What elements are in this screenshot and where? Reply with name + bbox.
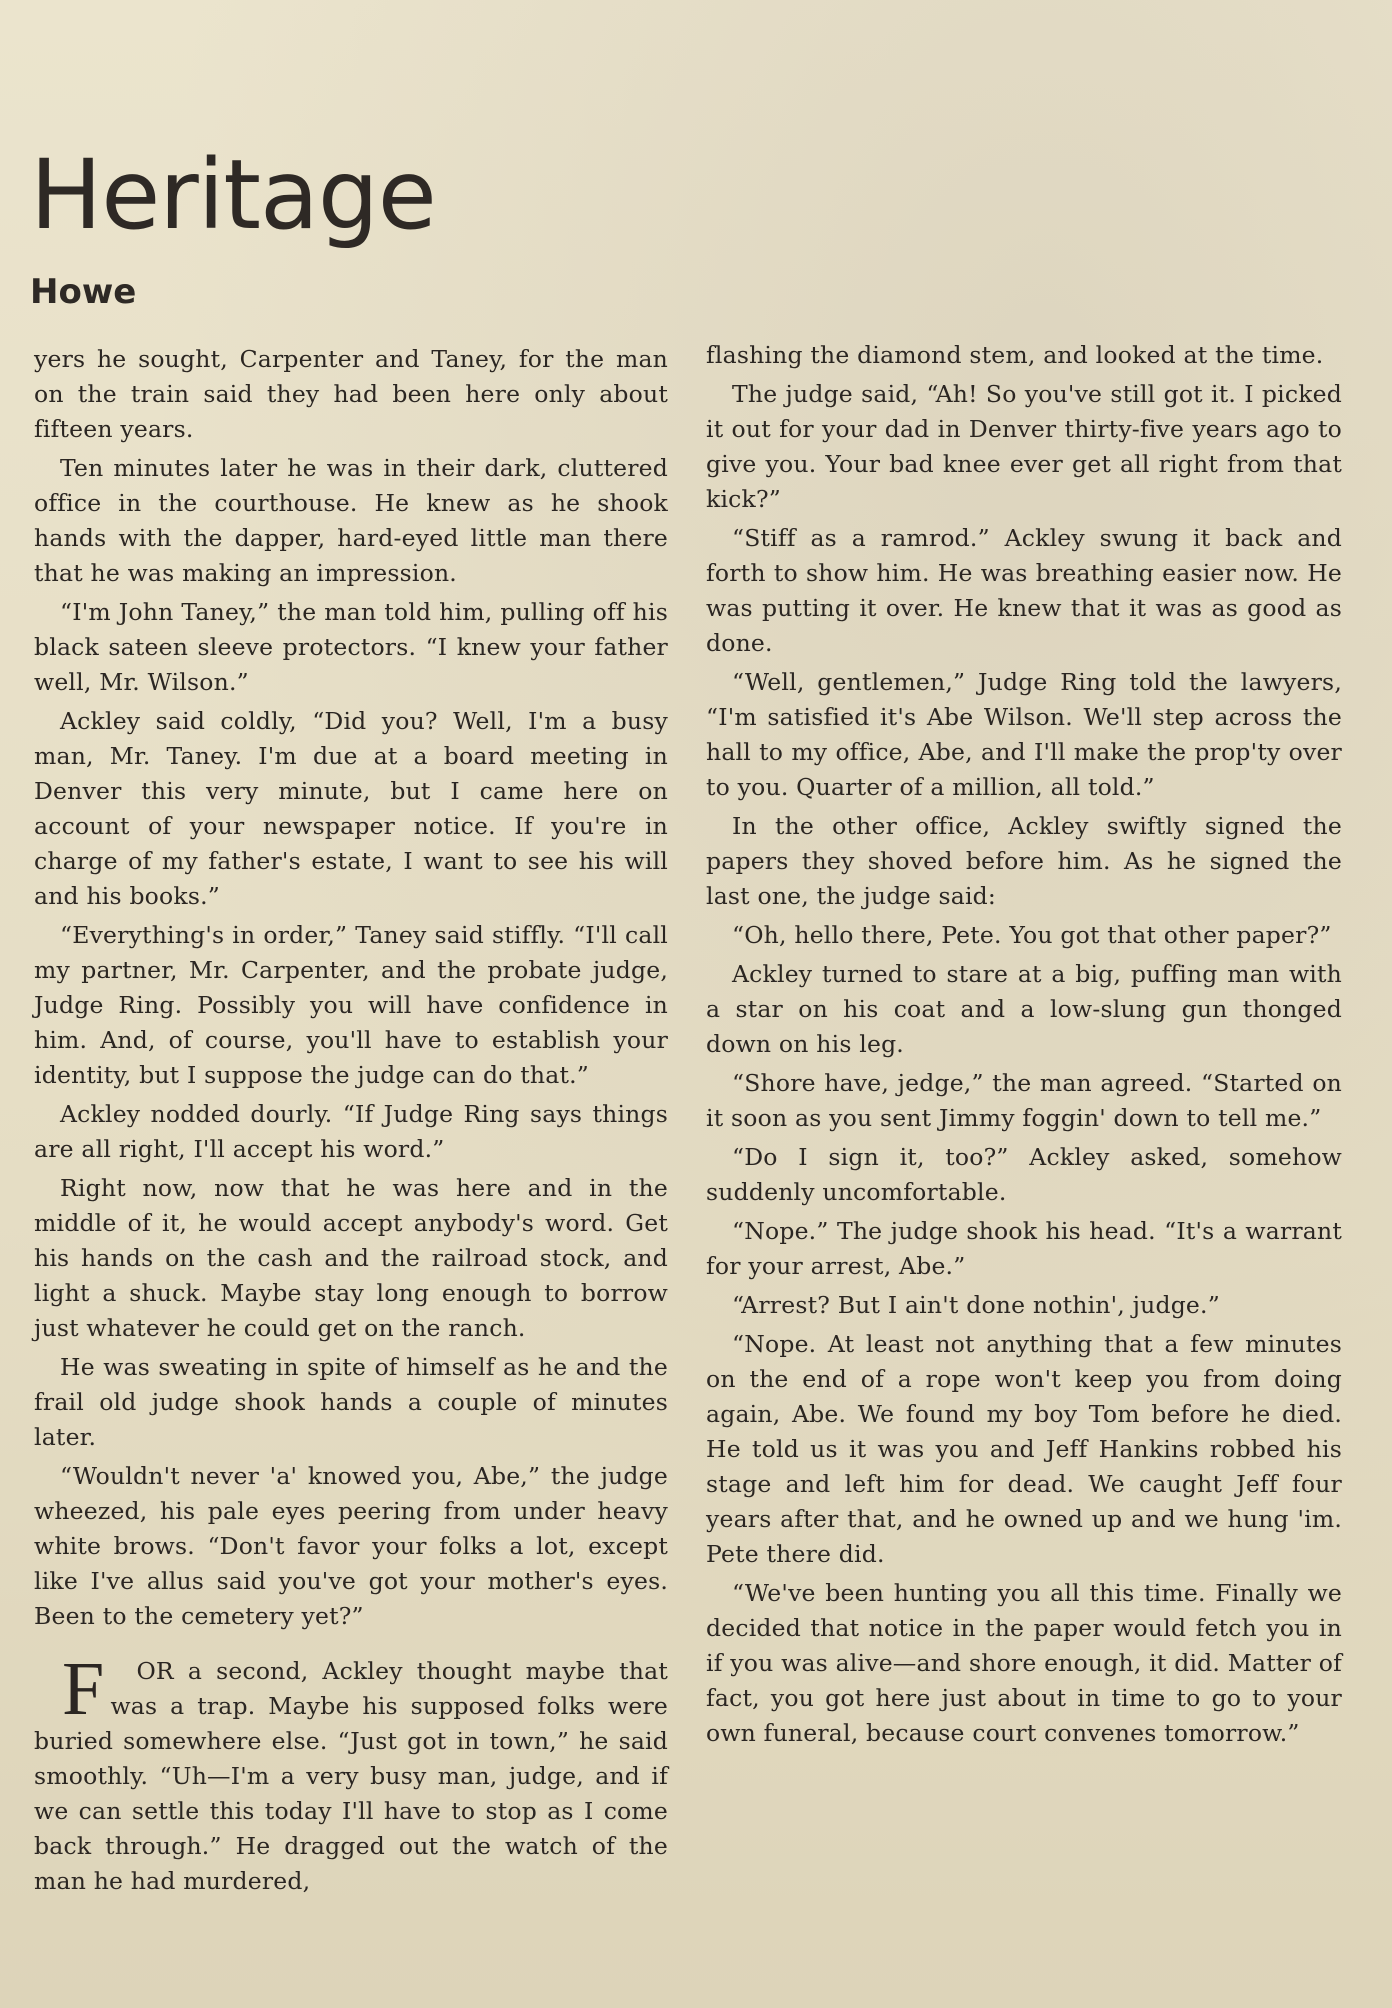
paragraph: “Wouldn't never 'a' knowed you, Abe,” the judge wheezed, his pale eyes peering from under heavy white brows. “Don't favor your folks a lot, except like I've allus said you've got your mother's eyes. Been to the cemetery yet?” [34, 1462, 668, 1630]
paragraph: “I'm John Taney,” the man told him, pulling off his black sateen sleeve protectors. “I knew your father well, Mr. Wilson.” [34, 598, 668, 696]
paragraph: “Nope. At least not anything that a few minutes on the end of a rope won't keep you from doing again, Abe. We found my boy Tom before he died. He told us it was you and Jeff Hankins robbed his stage and left him for dead. We caught Jeff four years after that, and he owned up and we hung 'im. Pete there did. [706, 1330, 1342, 1568]
paragraph: “Stiff as a ramrod.” Ackley swung it back and forth to show him. He was breathing easier now. He was putting it over. He knew that it was as good as done. [706, 524, 1342, 657]
story-author: Howe [30, 272, 137, 312]
right-column [706, 338, 1342, 1755]
paragraph: yers he sought, Carpenter and Taney, for the man on the train said they had been here only about fifteen years. [34, 345, 668, 443]
paragraph: “Arrest? But I ain't done nothin', judge.” [732, 1291, 1220, 1319]
dropcap-lead: OR [136, 1657, 174, 1685]
paragraph: Ackley said coldly, “Did you? Well, I'm a busy man, Mr. Taney. I'm due at a board meeting in Denver this very minute, but I came here on account of your newspaper notice. If you're in charge of my father's estate, I want to see his will and his books.” [34, 707, 668, 910]
paragraph: “Oh, hello there, Pete. You got that other paper?” [732, 921, 1332, 949]
paragraph: flashing the diamond stem, and looked at the time. [706, 341, 1324, 369]
bleed-through-lettering [688, 27, 1362, 354]
paragraph: Ackley nodded dourly. “If Judge Ring says things are all right, I'll accept his word.” [34, 1100, 668, 1163]
paragraph: “Shore have, jedge,” the man agreed. “Started on it soon as you sent Jimmy foggin' down to tell me.” [706, 1069, 1342, 1132]
dropcap-paragraph [34, 1647, 668, 1899]
paragraph: “Do I sign it, too?” Ackley asked, somehow suddenly uncomfortable. [706, 1143, 1342, 1206]
paragraph: Ackley turned to stare at a big, puffing man with a star on his coat and a low-slung gun thonged down on his leg. [706, 960, 1342, 1058]
paragraph: Right now, now that he was here and in the middle of it, he would accept anybody's word. Get his hands on the cash and the railroad stock, and light a shuck. Maybe stay long enough to borrow just whatever he could get on the ranch. [34, 1174, 668, 1342]
drop-cap: F [62, 1647, 105, 1731]
paragraph: The judge said, “Ah! So you've still got it. I picked it out for your dad in Denver thirty-five years ago to give you. Your bad knee ever get all right from that kick?” [706, 380, 1342, 513]
paragraph: In the other office, Ackley swiftly signed the papers they shoved before him. As he signed the last one, the judge said: [706, 812, 1342, 910]
dropcap-rest: a second, Ackley thought maybe that was a trap. Maybe his supposed folks were buried somewhere else. “Just got in town,” he said smoothly. “Uh—I'm a very busy man, judge, and if we can settle this today I'll have to stop as I come back through.” He dragged out the watch of the man he had murdered, [34, 1657, 668, 1895]
paragraph: “Well, gentlemen,” Judge Ring told the lawyers, “I'm satisfied it's Abe Wilson. We'll step across the hall to my office, Abe, and I'll make the prop'ty over to you. Quarter of a million, all told.” [706, 668, 1342, 801]
paragraph: “Nope.” The judge shook his head. “It's a warrant for your arrest, Abe.” [706, 1217, 1342, 1280]
left-column [34, 342, 668, 1903]
paragraph: “We've been hunting you all this time. Finally we decided that notice in the paper would fetch you in if you was alive—and shore enough, it did. Matter of fact, you got here just about in time to go to your own funeral, because court convenes tomorrow.” [706, 1579, 1342, 1747]
paragraph: Ten minutes later he was in their dark, cluttered office in the courthouse. He knew as he shook hands with the dapper, hard-eyed little man there that he was making an impression. [34, 454, 668, 587]
paragraph: He was sweating in spite of himself as he and the frail old judge shook hands a couple of minutes later. [34, 1353, 668, 1451]
story-title: Heritage [30, 139, 436, 251]
paragraph: “Everything's in order,” Taney said stiffly. “I'll call my partner, Mr. Carpenter, and the probate judge, Judge Ring. Possibly you will have confidence in him. And, of course, you'll have to establish your identity, but I suppose the judge can do that.” [34, 921, 668, 1089]
